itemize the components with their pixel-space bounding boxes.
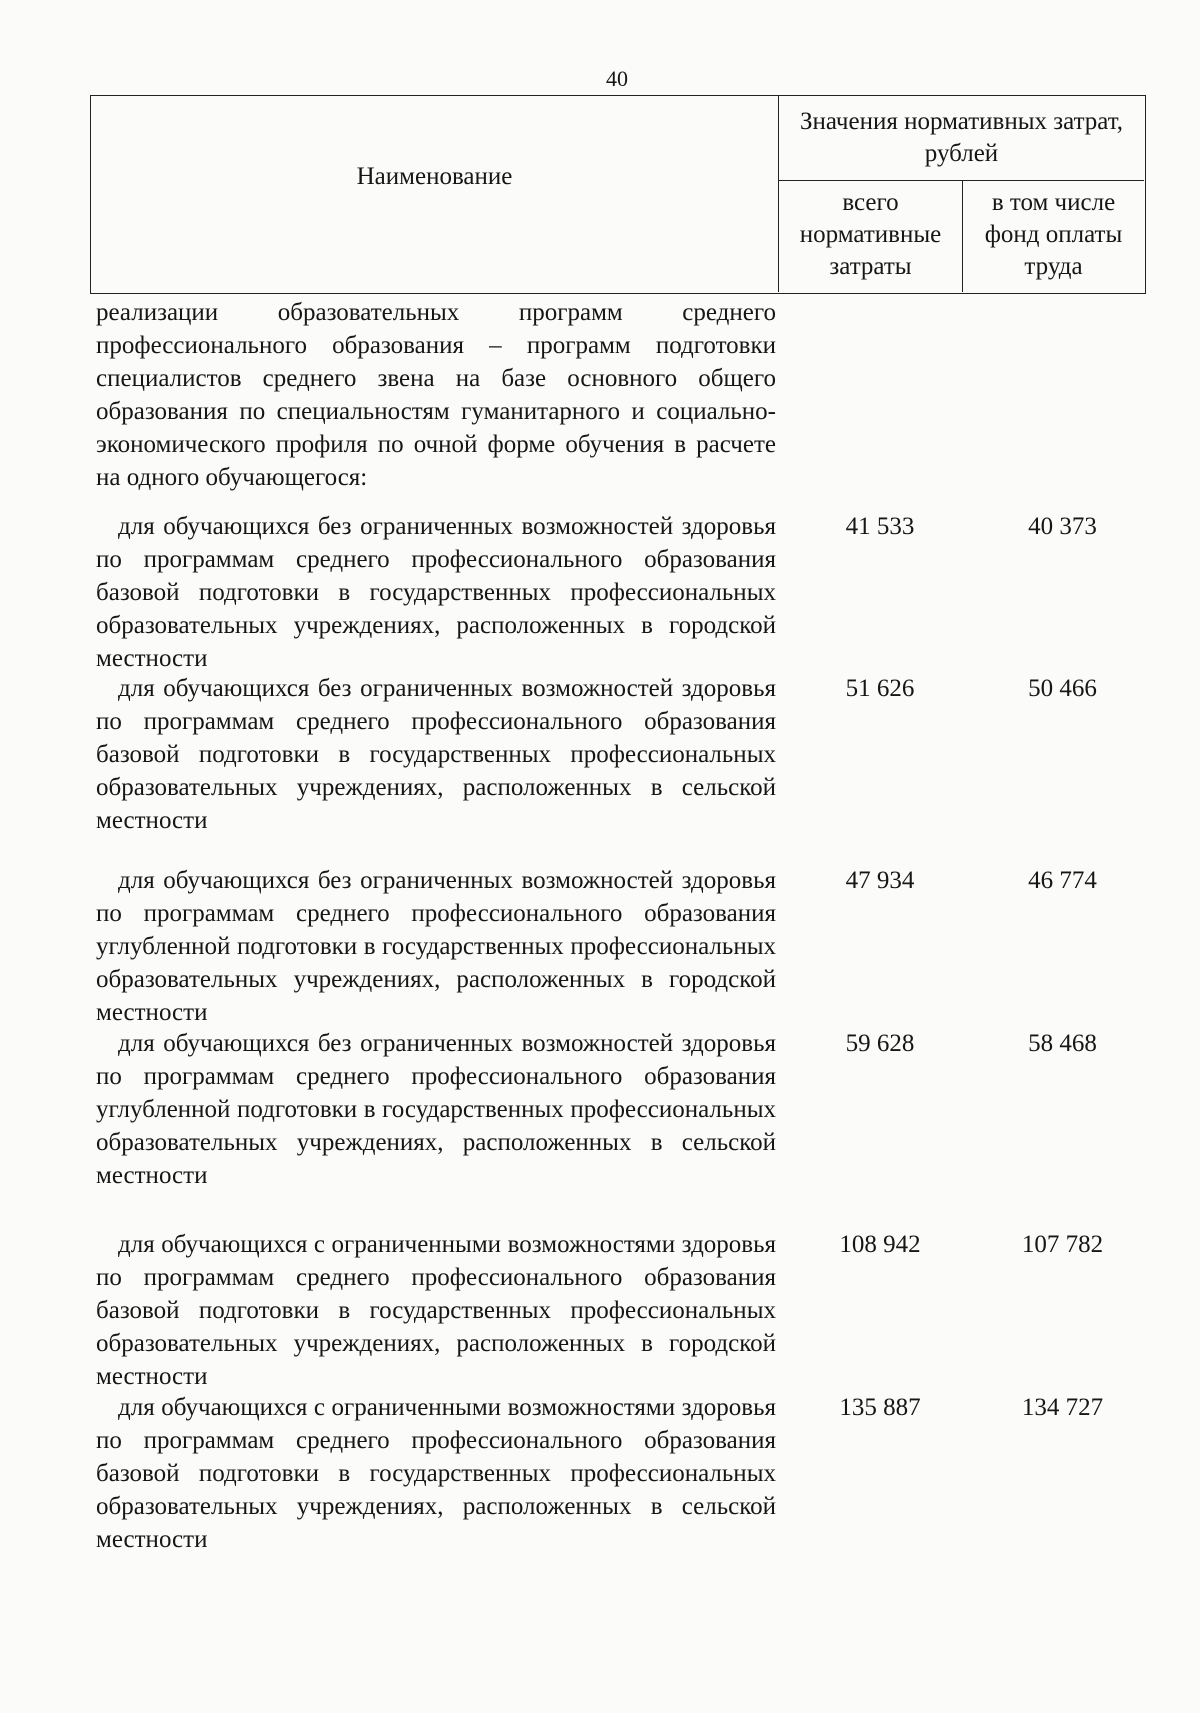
header-values-label: Значения нормативных затрат, рублей	[799, 108, 1124, 167]
header-total-column	[779, 181, 963, 292]
table-row	[96, 1391, 1156, 1556]
table-row	[96, 1228, 1156, 1393]
table-row	[96, 672, 1156, 837]
table-header	[90, 95, 1146, 294]
header-wage-label: в том числе фонд оплаты труда	[984, 189, 1123, 280]
row-wage-value: 58 468	[1028, 1030, 1097, 1057]
row-description: для обучающихся без ограниченных возможностей здоровья по программам среднего профессионального образования базовой подготовки в государственных профессиональных образовательных учреждениях, расположенных в городской местности	[96, 513, 776, 672]
row-total-value: 59 628	[845, 1030, 915, 1057]
row-wage-value: 40 373	[1028, 513, 1097, 540]
row-wage-value: 46 774	[1028, 867, 1097, 894]
row-total-value: 108 942	[839, 1231, 921, 1258]
row-total-value: 51 626	[845, 675, 915, 702]
row-total-value: 47 934	[845, 867, 915, 894]
table-row	[96, 1027, 1156, 1192]
header-values-group	[779, 96, 1144, 181]
row-total-value: 135 887	[839, 1394, 921, 1421]
row-description: для обучающихся без ограниченных возможностей здоровья по программам среднего профессионального образования базовой подготовки в государственных профессиональных образовательных учреждениях, расположенных в сельской местности	[96, 675, 776, 834]
row-description: для обучающихся с ограниченными возможностями здоровья по программам среднего профессионального образования базовой подготовки в государственных профессиональных образовательных учреждениях, расположенных в городской местности	[96, 1231, 776, 1390]
table-body	[96, 296, 1156, 1553]
row-description: для обучающихся с ограниченными возможностями здоровья по программам среднего профессионального образования базовой подготовки в государственных профессиональных образовательных учреждениях, расположенных в сельской местности	[96, 1394, 776, 1553]
row-description: для обучающихся без ограниченных возможностей здоровья по программам среднего профессионального образования углубленной подготовки в государственных профессиональных образовательных учреждениях, расположенных в городской местности	[96, 867, 776, 1026]
intro-text: реализации образовательных программ среднего профессионального образования – программ подготовки специалистов среднего звена на базе основного общего образования по специальностям гуманитарного и социально-экономического профиля по очной форме обучения в расчете на одного обучающегося:	[96, 299, 776, 491]
header-name-column	[91, 96, 779, 292]
header-wage-column	[963, 181, 1144, 292]
page-number: 40	[606, 66, 628, 91]
table-row	[96, 864, 1156, 1029]
header-total-label: всего нормативные затраты	[799, 189, 942, 280]
row-total-value: 41 533	[845, 513, 915, 540]
table-row	[96, 510, 1156, 675]
row-description: для обучающихся без ограниченных возможностей здоровья по программам среднего профессионального образования углубленной подготовки в государственных профессиональных образовательных учреждениях, расположенных в сельской местности	[96, 1030, 776, 1189]
row-wage-value: 50 466	[1028, 675, 1097, 702]
row-wage-value: 134 727	[1021, 1394, 1104, 1421]
row-wage-value: 107 782	[1021, 1231, 1104, 1258]
header-name-label: Наименование	[356, 163, 513, 190]
